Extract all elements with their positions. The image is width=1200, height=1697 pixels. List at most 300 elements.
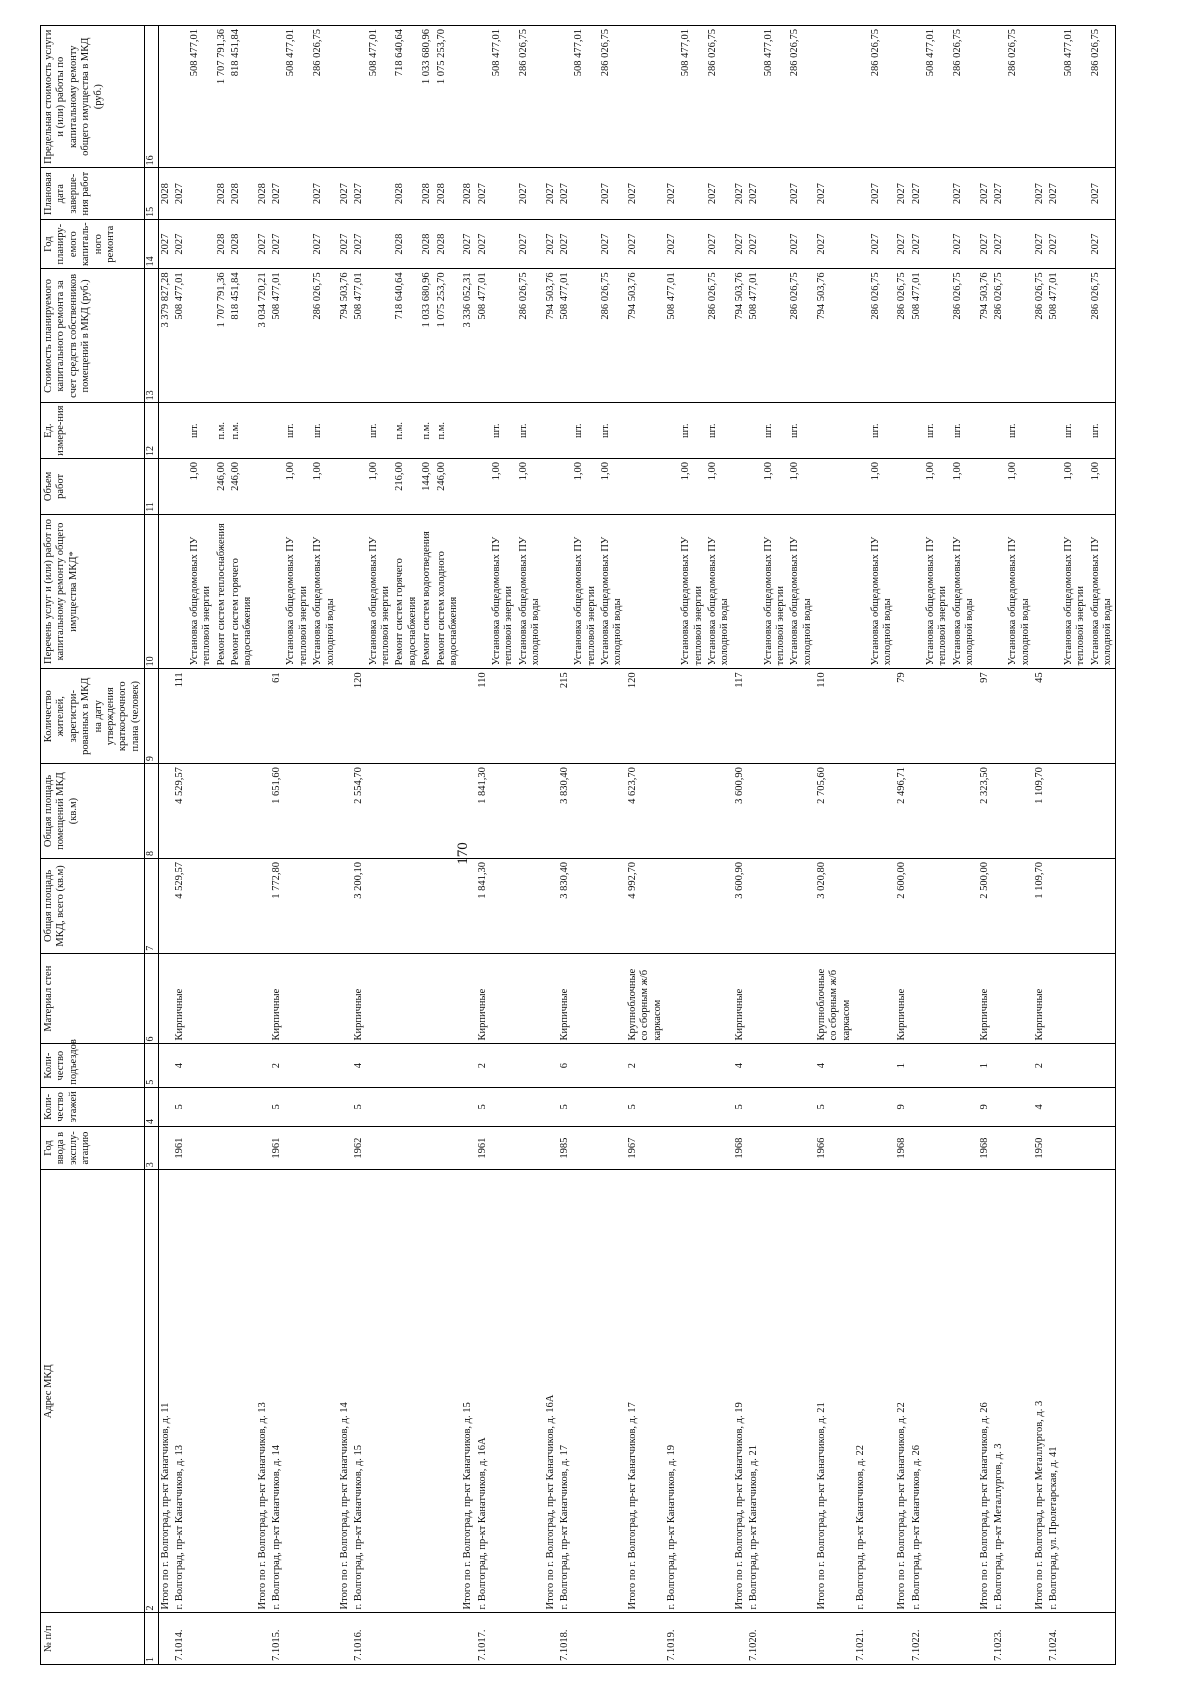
cell-col-5	[665, 1044, 679, 1087]
cell-col-7	[284, 858, 311, 953]
cell-col-9	[762, 669, 789, 764]
work-row	[924, 26, 951, 1665]
cell-col-6	[420, 953, 434, 1044]
cell-col-5	[517, 1044, 544, 1087]
cell-col-13: 286 026,75	[517, 269, 544, 403]
cell-col-8: 1 109,70	[1033, 764, 1047, 859]
cell-col-6	[854, 953, 868, 1044]
cell-col-8	[992, 764, 1006, 859]
cell-col-11: 216,00	[393, 459, 420, 515]
cell-col-12	[910, 403, 924, 459]
cell-col-1	[461, 1613, 475, 1665]
cell-col-4	[367, 1087, 394, 1126]
cell-col-4	[159, 1087, 174, 1126]
cell-col-2: г. Волгоград, пр-кт Канатчиков, д. 16А	[476, 1170, 490, 1613]
cell-col-6	[517, 953, 544, 1044]
cell-col-9	[679, 669, 706, 764]
column-header-4: Коли-чество этажей	[41, 1087, 145, 1126]
cell-col-16: 286 026,75	[517, 26, 544, 168]
cell-col-8	[188, 764, 215, 859]
cell-col-11	[910, 459, 924, 515]
cell-col-2	[517, 1170, 544, 1613]
cell-col-12: шт.	[869, 403, 896, 459]
cell-col-9: 215	[558, 669, 572, 764]
cell-col-1: 7.1014.	[173, 1613, 187, 1665]
cell-col-12: шт.	[599, 403, 626, 459]
cell-col-4	[788, 1087, 815, 1126]
column-number-2: 2	[145, 1170, 159, 1613]
cell-col-14: 2027	[1089, 219, 1116, 268]
cell-col-15	[367, 168, 394, 220]
cell-col-5: 4	[352, 1044, 366, 1087]
cell-col-6	[679, 953, 706, 1044]
cell-col-14: 2028	[229, 219, 256, 268]
house-row	[173, 26, 187, 1665]
cell-col-16: 286 026,75	[311, 26, 338, 168]
cell-col-2	[599, 1170, 626, 1613]
cell-col-12	[747, 403, 761, 459]
cell-col-14: 2027	[461, 219, 475, 268]
cell-col-10	[626, 514, 665, 669]
cell-col-15: 2028	[215, 168, 229, 220]
cell-col-16: 508 477,01	[924, 26, 951, 168]
cell-col-6: Кирпичные	[476, 953, 490, 1044]
cell-col-1	[393, 1613, 420, 1665]
cell-col-13	[1062, 269, 1089, 403]
cell-col-3	[1006, 1126, 1033, 1169]
cell-col-7: 4 529,57	[173, 858, 187, 953]
cell-col-9	[188, 669, 215, 764]
cell-col-8	[461, 764, 475, 859]
cell-col-6	[367, 953, 394, 1044]
cell-col-5	[910, 1044, 924, 1087]
column-header-5: Коли-чество подъездов	[41, 1044, 145, 1087]
cell-col-14: 2027	[747, 219, 761, 268]
cell-col-16	[461, 26, 475, 168]
cell-col-7	[311, 858, 338, 953]
column-number-row	[145, 26, 159, 1665]
cell-col-9: 117	[733, 669, 747, 764]
cell-col-7	[665, 858, 679, 953]
header-row	[41, 26, 145, 1665]
cell-col-11: 1,00	[924, 459, 951, 515]
cell-col-6	[284, 953, 311, 1044]
cell-col-16	[173, 26, 187, 168]
cell-col-16: 508 477,01	[762, 26, 789, 168]
cell-col-2: Итого по г. Волгоград, пр-кт Канатчиков, д. 13	[256, 1170, 270, 1613]
cell-col-5	[924, 1044, 951, 1087]
cell-col-12: шт.	[924, 403, 951, 459]
column-header-1: № п/п	[41, 1613, 145, 1665]
cell-col-16	[978, 26, 992, 168]
cell-col-14: 2027	[517, 219, 544, 268]
cell-col-14: 2028	[435, 219, 462, 268]
cell-col-8: 4 529,57	[173, 764, 187, 859]
cell-col-11: 246,00	[229, 459, 256, 515]
cell-col-16	[270, 26, 284, 168]
cell-col-8	[854, 764, 868, 859]
cell-col-12	[476, 403, 490, 459]
cell-col-16: 718 640,64	[393, 26, 420, 168]
column-number-15: 15	[145, 168, 159, 220]
column-number-6: 6	[145, 953, 159, 1044]
cell-col-4	[854, 1087, 868, 1126]
cell-col-15	[490, 168, 517, 220]
cell-col-14: 2027	[270, 219, 284, 268]
cell-col-16: 286 026,75	[788, 26, 815, 168]
cell-col-3	[420, 1126, 434, 1169]
cell-col-16: 1 075 253,70	[435, 26, 462, 168]
cell-col-3: 1968	[733, 1126, 747, 1169]
cell-col-14: 2027	[256, 219, 270, 268]
cell-col-13: 508 477,01	[747, 269, 761, 403]
cell-col-12: шт.	[284, 403, 311, 459]
cell-col-14: 2027	[895, 219, 909, 268]
house-row	[665, 26, 679, 1665]
cell-col-5	[367, 1044, 394, 1087]
cell-col-8: 2 323,50	[978, 764, 992, 859]
cell-col-6	[256, 953, 270, 1044]
cell-col-1	[788, 1613, 815, 1665]
cell-col-11	[854, 459, 868, 515]
cell-col-14: 2027	[626, 219, 665, 268]
cell-col-15: 2027	[1047, 168, 1061, 220]
house-row	[747, 26, 761, 1665]
cell-col-12: шт.	[1006, 403, 1033, 459]
cell-col-14	[1062, 219, 1089, 268]
cell-col-15: 2028	[461, 168, 475, 220]
cell-col-15	[188, 168, 215, 220]
cell-col-3	[311, 1126, 338, 1169]
cell-col-4	[284, 1087, 311, 1126]
cell-col-12	[1047, 403, 1061, 459]
cell-col-3: 1968	[978, 1126, 992, 1169]
cell-col-8	[159, 764, 174, 859]
cell-col-3	[572, 1126, 599, 1169]
cell-col-10: Установка общедомовых ПУ тепловой энергии	[762, 514, 789, 669]
cell-col-15: 2027	[558, 168, 572, 220]
cell-col-10	[270, 514, 284, 669]
work-row	[1062, 26, 1089, 1665]
column-header-7: Общая площадь МКД, всего (кв.м)	[41, 858, 145, 953]
cell-col-5	[1089, 1044, 1116, 1087]
cell-col-8	[910, 764, 924, 859]
cell-col-7: 1 109,70	[1033, 858, 1047, 953]
cell-col-13	[762, 269, 789, 403]
cell-col-13: 794 503,76	[978, 269, 992, 403]
cell-col-6	[924, 953, 951, 1044]
column-header-8: Общая площадь помещений МКД (кв.м)	[41, 764, 145, 859]
cell-col-5	[599, 1044, 626, 1087]
cell-col-12: п.м.	[393, 403, 420, 459]
cell-col-3: 1950	[1033, 1126, 1047, 1169]
cell-col-15: 2027	[270, 168, 284, 220]
cell-col-16	[733, 26, 747, 168]
cell-col-7	[367, 858, 394, 953]
cell-col-15: 2028	[435, 168, 462, 220]
cell-col-14: 2027	[558, 219, 572, 268]
cell-col-5	[869, 1044, 896, 1087]
total-row	[815, 26, 854, 1665]
cell-col-15: 2027	[910, 168, 924, 220]
cell-col-5	[1062, 1044, 1089, 1087]
cell-col-7	[992, 858, 1006, 953]
work-row	[679, 26, 706, 1665]
cell-col-7	[1006, 858, 1033, 953]
rotated-table-container	[40, 25, 1180, 1665]
cell-col-11: 1,00	[679, 459, 706, 515]
cell-col-6: Кирпичные	[270, 953, 284, 1044]
cell-col-2: Итого по г. Волгоград, пр-кт Канатчиков, д. 15	[461, 1170, 475, 1613]
cell-col-1	[1033, 1613, 1047, 1665]
cell-col-15: 2027	[869, 168, 896, 220]
cell-col-4	[256, 1087, 270, 1126]
cell-col-10: Установка общедомовых ПУ тепловой энергии	[284, 514, 311, 669]
cell-col-7	[420, 858, 434, 953]
cell-col-8: 3 600,90	[733, 764, 747, 859]
cell-col-13: 286 026,75	[1089, 269, 1116, 403]
cell-col-16	[910, 26, 924, 168]
cell-col-12: п.м.	[420, 403, 434, 459]
cell-col-6: Крупноблочные со сборным ж/б каркасом	[626, 953, 665, 1044]
cell-col-6: Кирпичные	[733, 953, 747, 1044]
cell-col-6	[461, 953, 475, 1044]
cell-col-5	[762, 1044, 789, 1087]
cell-col-5	[159, 1044, 174, 1087]
column-number-16: 16	[145, 26, 159, 168]
cell-col-5	[544, 1044, 558, 1087]
cell-col-15: 2027	[895, 168, 909, 220]
cell-col-7	[256, 858, 270, 953]
cell-col-14	[284, 219, 311, 268]
cell-col-11	[626, 459, 665, 515]
column-number-8: 8	[145, 764, 159, 859]
cell-col-1	[978, 1613, 992, 1665]
cell-col-7	[854, 858, 868, 953]
cell-col-2	[679, 1170, 706, 1613]
cell-col-1	[599, 1613, 626, 1665]
cell-col-3	[1089, 1126, 1116, 1169]
cell-col-9	[1089, 669, 1116, 764]
cell-col-4	[910, 1087, 924, 1126]
cell-col-13: 286 026,75	[1033, 269, 1047, 403]
cell-col-1	[367, 1613, 394, 1665]
cell-col-13: 286 026,75	[992, 269, 1006, 403]
cell-col-10: Установка общедомовых ПУ холодной воды	[599, 514, 626, 669]
cell-col-1	[679, 1613, 706, 1665]
cell-col-7	[910, 858, 924, 953]
cell-col-13	[1006, 269, 1033, 403]
cell-col-10	[173, 514, 187, 669]
cell-col-10	[747, 514, 761, 669]
cell-col-3	[665, 1126, 679, 1169]
cell-col-13: 286 026,75	[869, 269, 896, 403]
cell-col-2: г. Волгоград, пр-кт Канатчиков, д. 19	[665, 1170, 679, 1613]
cell-col-8	[747, 764, 761, 859]
cell-col-5: 2	[270, 1044, 284, 1087]
cell-col-7	[679, 858, 706, 953]
cell-col-14	[367, 219, 394, 268]
cell-col-1	[420, 1613, 434, 1665]
cell-col-14: 2027	[706, 219, 733, 268]
cell-col-5	[854, 1044, 868, 1087]
cell-col-3	[490, 1126, 517, 1169]
cell-col-11: 1,00	[284, 459, 311, 515]
cell-col-6	[992, 953, 1006, 1044]
cell-col-3	[762, 1126, 789, 1169]
column-header-14: Год планиру-емого капиталь-ного ремонта	[41, 219, 145, 268]
cell-col-12	[895, 403, 909, 459]
cell-col-11	[733, 459, 747, 515]
cell-col-8	[924, 764, 951, 859]
cell-col-10: Установка общедомовых ПУ тепловой энергии	[188, 514, 215, 669]
cell-col-14	[924, 219, 951, 268]
cell-col-15: 2027	[1033, 168, 1047, 220]
work-row	[869, 26, 896, 1665]
cell-col-4	[420, 1087, 434, 1126]
cell-col-12	[854, 403, 868, 459]
cell-col-16	[352, 26, 366, 168]
cell-col-13: 508 477,01	[1047, 269, 1061, 403]
cell-col-5: 2	[626, 1044, 665, 1087]
cell-col-9	[490, 669, 517, 764]
cell-col-14: 2027	[173, 219, 187, 268]
cell-col-10	[854, 514, 868, 669]
cell-col-9	[284, 669, 311, 764]
cell-col-1: 7.1016.	[352, 1613, 366, 1665]
cell-col-4	[1006, 1087, 1033, 1126]
cell-col-7	[229, 858, 256, 953]
cell-col-2	[420, 1170, 434, 1613]
cell-col-10: Установка общедомовых ПУ тепловой энергии	[679, 514, 706, 669]
house-row	[476, 26, 490, 1665]
cell-col-11: 1,00	[1062, 459, 1089, 515]
cell-col-8	[256, 764, 270, 859]
cell-col-11: 246,00	[215, 459, 229, 515]
cell-col-7	[1062, 858, 1089, 953]
column-header-9: Количество жителей, зарегистри-рованных в МКД на дату утверждения краткосрочного плана (человек)	[41, 669, 145, 764]
work-row	[435, 26, 462, 1665]
cell-col-4	[572, 1087, 599, 1126]
cell-col-13: 794 503,76	[733, 269, 747, 403]
cell-col-11	[544, 459, 558, 515]
cell-col-16	[895, 26, 909, 168]
cell-col-1	[188, 1613, 215, 1665]
cell-col-4	[679, 1087, 706, 1126]
cell-col-4	[869, 1087, 896, 1126]
cell-col-6	[599, 953, 626, 1044]
cell-col-1: 7.1018.	[558, 1613, 572, 1665]
house-row	[910, 26, 924, 1665]
cell-col-6	[229, 953, 256, 1044]
cell-col-7	[924, 858, 951, 953]
cell-col-10	[815, 514, 854, 669]
cell-col-10: Ремонт систем холодного водоснабжения	[435, 514, 462, 669]
cell-col-10: Установка общедомовых ПУ холодной воды	[517, 514, 544, 669]
cell-col-9	[869, 669, 896, 764]
cell-col-3	[229, 1126, 256, 1169]
cell-col-8	[338, 764, 352, 859]
cell-col-2	[435, 1170, 462, 1613]
cell-col-10: Установка общедомовых ПУ холодной воды	[1089, 514, 1116, 669]
cell-col-6	[572, 953, 599, 1044]
total-row	[544, 26, 558, 1665]
cell-col-16	[256, 26, 270, 168]
cell-col-4	[706, 1087, 733, 1126]
cell-col-13: 1 075 253,70	[435, 269, 462, 403]
cell-col-14: 2027	[733, 219, 747, 268]
cell-col-4	[544, 1087, 558, 1126]
column-number-9: 9	[145, 669, 159, 764]
cell-col-13: 508 477,01	[476, 269, 490, 403]
cell-col-5	[284, 1044, 311, 1087]
cell-col-8	[367, 764, 394, 859]
cell-col-3: 1961	[173, 1126, 187, 1169]
cell-col-16: 286 026,75	[706, 26, 733, 168]
cell-col-3	[544, 1126, 558, 1169]
cell-col-16: 286 026,75	[599, 26, 626, 168]
cell-col-4	[1062, 1087, 1089, 1126]
cell-col-11: 1,00	[188, 459, 215, 515]
cell-col-8	[572, 764, 599, 859]
cell-col-11	[665, 459, 679, 515]
work-row	[951, 26, 978, 1665]
cell-col-3	[159, 1126, 174, 1169]
cell-col-4	[924, 1087, 951, 1126]
column-header-13: Стоимость планируемого капитального ремонта за счет средств собственников помещений в МКД (руб.)	[41, 269, 145, 403]
cell-col-10: Ремонт систем горячего водоснабжения	[393, 514, 420, 669]
cell-col-5: 1	[978, 1044, 992, 1087]
cell-col-8: 2 705,60	[815, 764, 854, 859]
cell-col-13: 1 033 680,96	[420, 269, 434, 403]
cell-col-15: 2027	[788, 168, 815, 220]
cell-col-13: 508 477,01	[270, 269, 284, 403]
cell-col-3	[924, 1126, 951, 1169]
cell-col-16	[558, 26, 572, 168]
cell-col-1	[1062, 1613, 1089, 1665]
cell-col-9	[788, 669, 815, 764]
cell-col-2	[229, 1170, 256, 1613]
cell-col-11: 1,00	[490, 459, 517, 515]
cell-col-4	[188, 1087, 215, 1126]
cell-col-15	[854, 168, 868, 220]
cell-col-15: 2027	[599, 168, 626, 220]
cell-col-4: 5	[815, 1087, 854, 1126]
cell-col-2: Итого по г. Волгоград, пр-кт Канатчиков, д. 16А	[544, 1170, 558, 1613]
cell-col-1	[284, 1613, 311, 1665]
cell-col-13: 1 707 791,36	[215, 269, 229, 403]
cell-col-6	[788, 953, 815, 1044]
cell-col-15: 2027	[1089, 168, 1116, 220]
cell-col-12	[270, 403, 284, 459]
cell-col-5	[572, 1044, 599, 1087]
cell-col-13	[188, 269, 215, 403]
cell-col-7	[572, 858, 599, 953]
cell-col-9	[706, 669, 733, 764]
cell-col-13	[572, 269, 599, 403]
work-row	[490, 26, 517, 1665]
cell-col-16	[626, 26, 665, 168]
cell-col-5	[461, 1044, 475, 1087]
cell-col-8	[599, 764, 626, 859]
cell-col-14: 2027	[788, 219, 815, 268]
cell-col-5: 2	[476, 1044, 490, 1087]
cell-col-15: 2027	[517, 168, 544, 220]
cell-col-1: 7.1024.	[1047, 1613, 1061, 1665]
cell-col-4: 5	[733, 1087, 747, 1126]
cell-col-13: 508 477,01	[173, 269, 187, 403]
cell-col-12	[173, 403, 187, 459]
